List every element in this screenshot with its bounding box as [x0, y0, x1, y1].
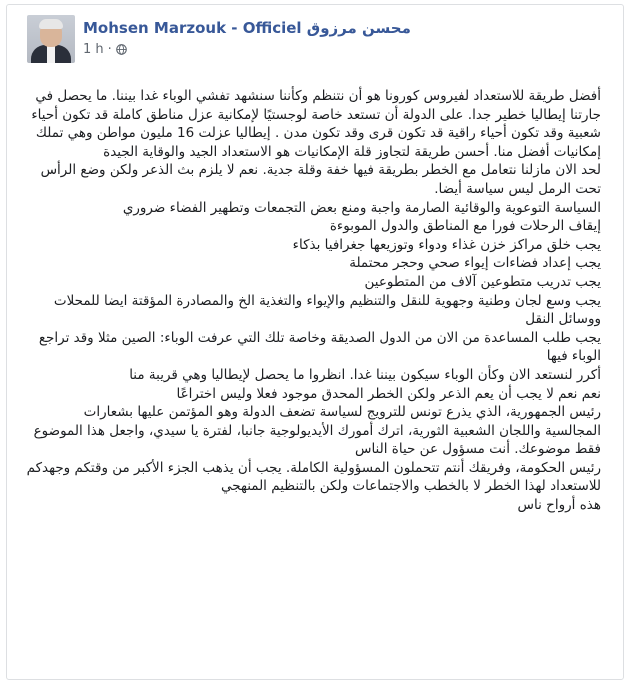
post-paragraph: يجب إعداد فضاءات إيواء صحي وحجر محتملة: [349, 255, 601, 272]
post-paragraph: رئيس الحكومة، وفريقك أنتم تتحملون المسؤولية الكاملة. يجب أن يذهب الجزء الأكبر من وقتكم وجهدكم للاستعداد لهذا الخطر لا بالخطب والاجتماعات ولكن بالتنظيم المنهجي: [26, 459, 601, 495]
author-avatar[interactable]: [27, 15, 75, 63]
post-paragraph: أفضل طريقة للاستعداد لفيروس كورونا هو أن نتنظم وكأننا سنشهد تفشي الوباء غدا بيننا. ما يحصل في جارتنا إيطاليا خطير جدا. على الدولة أن تستعد خاصة لوجستيًا لإمكانية عزل مناطق كاملة قد تكون أحياء شعبية وقد تكون أحياء راقية قد تكون قرى وقد تكون مدن . إيطاليا عزلت 16 مليون مواطن وهي تملك إمكانيات أفضل منا. أحسن طريقة لتجاوز قلة الإمكانيات هو الاستعداد الجيد والوقاية الجيدة: [31, 88, 601, 160]
facebook-post-card: [6, 4, 624, 680]
post-paragraph: أكرر لنستعد الان وكأن الوباء سيكون بيننا غدا. انظروا ما يحصل لإيطاليا وهي قريبة منا: [129, 366, 601, 383]
post-paragraph: رئيس الجمهورية، الذي يذرع تونس للترويج لسياسة تضعف الدولة وهو المؤتمن عليها بشعارات المجالسية واللجان الشعبية الثورية، اترك أمورك الأيديولوجية جانبا، لفترة يا سيدي، واجعل هذا الموضوع فقط موضوعك. أنت مسؤول عن حياة الناس: [33, 404, 601, 458]
globe-icon[interactable]: [116, 44, 127, 55]
post-paragraph: يجب وسع لجان وطنية وجهوية للنقل والتنظيم والإيواء والتغذية الخ والمصادرة المؤقتة ايضا للمحلات ووسائل النقل: [53, 292, 601, 328]
author-name-link[interactable]: Mohsen Marzouk - Officiel محسن مرزوق: [83, 19, 411, 37]
meta-separator: ·: [107, 42, 112, 57]
post-paragraph: إيقاف الرحلات فورا مع المناطق والدول الموبوءة: [329, 218, 601, 235]
post-text: [25, 87, 601, 515]
post-paragraph: يجب طلب المساعدة من الان من الدول الصديقة وخاصة تلك التي عرفت الوباء: الصين مثلا وقد تراجع الوباء فيها: [38, 329, 601, 365]
post-paragraph: نعم نعم لا يجب أن يعم الذعر ولكن الخطر المحدق موجود فعلا وليس اختراعًا: [176, 385, 601, 402]
post-paragraph: يجب خلق مراكز خزن غذاء ودواء وتوزيعها جغرافيا بذكاء: [292, 236, 601, 253]
avatar-hair: [39, 19, 63, 29]
post-paragraph: هذه أرواح ناس: [517, 497, 601, 514]
post-paragraph: لحد الان مازلنا نتعامل مع الخطر بطريقة فيها خفة وقلة جدية. نعم لا يلزم بث الذعر ولكن وضع الرأس تحت الرمل ليس سياسة أيضا.: [40, 162, 601, 197]
avatar-shirt: [47, 45, 55, 63]
post-paragraph: السياسة التوعوية والوقائية الصارمة واجبة ومنع بعض التجمعات وتطهير الفضاء ضروري: [122, 199, 601, 216]
post-paragraph: يجب تدريب متطوعين آلاف من المتطوعين: [364, 273, 601, 290]
post-meta: [83, 42, 127, 57]
post-timestamp[interactable]: 1 h: [83, 42, 104, 57]
